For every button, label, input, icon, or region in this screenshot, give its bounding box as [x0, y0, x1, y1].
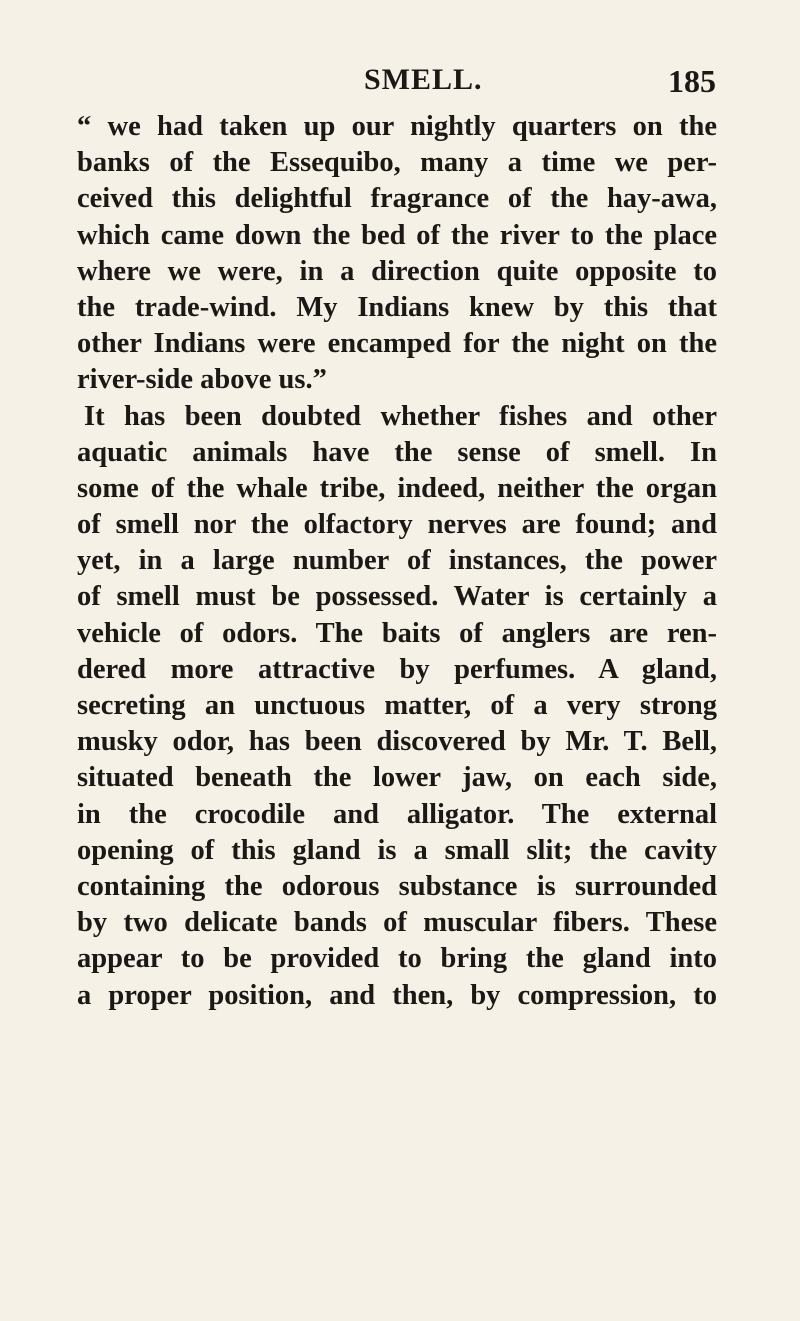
text-line: where we were, in a direction quite opposite to [77, 255, 717, 287]
text-line: secreting an unctuous matter, of a very strong [77, 690, 717, 721]
text-line: appear to be provided to bring the gland into [77, 943, 717, 975]
running-head [0, 63, 800, 103]
text-line: yet, in a large number of instances, the power [77, 545, 717, 577]
text-line: musky odor, has been discovered by Mr. T. Bell, [77, 726, 717, 758]
text-line: “ we had taken up our nightly quarters on the [77, 111, 717, 142]
text-line: containing the odorous substance is surrounded [77, 870, 717, 902]
text-line: banks of the Essequibo, many a time we per- [77, 147, 717, 179]
text-line: some of the whale tribe, indeed, neither the organ [77, 472, 717, 504]
text-line: vehicle of odors. The baits of anglers are ren- [77, 617, 717, 649]
text-line: of smell must be possessed. Water is certainly a [77, 581, 717, 613]
text-line: ceived this delightful fragrance of the hay-awa, [77, 183, 717, 215]
text-line: in the crocodile and alligator. The external [77, 798, 717, 830]
text-line: of smell nor the olfactory nerves are found; and [77, 509, 717, 541]
paragraph-end-line: river-side above us.” [77, 364, 327, 396]
text-line: by two delicate bands of muscular fibers. These [77, 907, 717, 939]
text-line: other Indians were encamped for the night on the [77, 328, 717, 360]
paragraph-first-line: It has been doubted whether fishes and other [84, 400, 717, 432]
text-line: the trade-wind. My Indians knew by this that [77, 291, 717, 323]
text-line: a proper position, and then, by compression, to [77, 979, 717, 1011]
chapter-title: SMELL. [364, 63, 483, 96]
text-line: aquatic animals have the sense of smell. In [77, 436, 717, 468]
text-line: opening of this gland is a small slit; the cavity [77, 834, 717, 866]
text-line: dered more attractive by perfumes. A gland, [77, 653, 717, 685]
text-line: situated beneath the lower jaw, on each side, [77, 762, 717, 794]
text-line: which came down the bed of the river to the place [77, 219, 717, 251]
body-text [77, 109, 717, 1014]
page-number: 185 [668, 63, 716, 99]
